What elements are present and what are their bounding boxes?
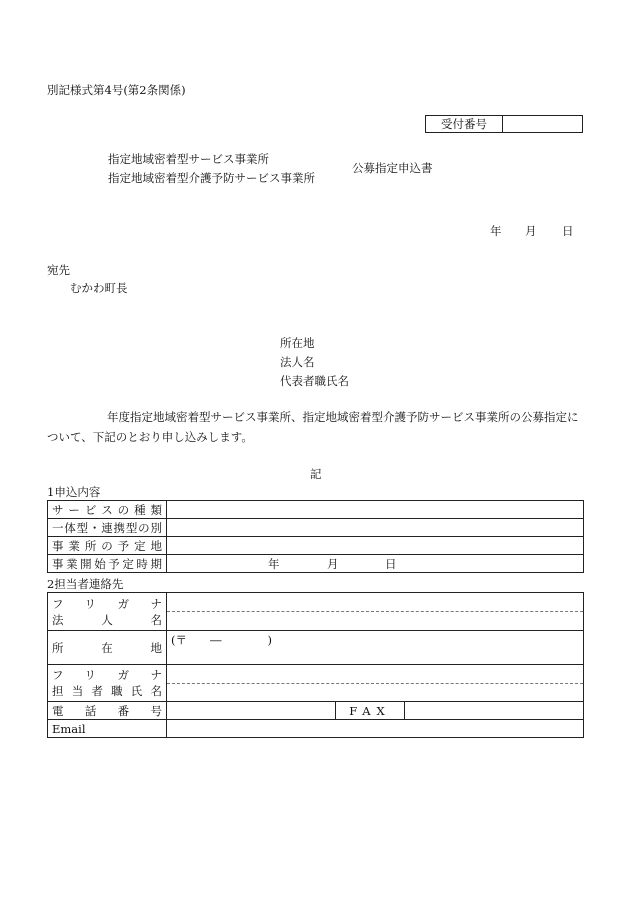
addressee-name: むかわ町長 <box>70 281 128 295</box>
integration-type-label: 一体型・連携型の別 <box>48 519 167 537</box>
phone-label: 電話番号 <box>52 703 162 718</box>
start-date-field[interactable] <box>167 555 584 573</box>
start-date-day: 日 <box>385 557 397 571</box>
table-row <box>48 501 584 519</box>
receipt-number-label: 受付番号 <box>426 116 503 133</box>
date-day: 日 <box>562 224 574 238</box>
address-field[interactable] <box>167 631 584 665</box>
applicant-representative-label: 代表者職氏名 <box>280 374 349 388</box>
contact-name-field[interactable] <box>167 665 584 702</box>
table-row <box>48 665 584 702</box>
date-year: 年 <box>490 224 502 238</box>
fax-label: FAX <box>349 703 391 718</box>
integration-type-field[interactable] <box>167 519 584 537</box>
table-row <box>48 631 584 665</box>
receipt-number-field[interactable] <box>503 116 583 133</box>
email-field[interactable] <box>167 720 584 738</box>
corp-name-label: 法人名 <box>52 612 162 627</box>
contact-name-label: 担当者職氏名 <box>52 684 162 698</box>
title-line-2: 指定地域密着型介護予防サービス事業所 <box>108 171 315 185</box>
corp-name-input[interactable] <box>167 611 583 630</box>
section1-heading: 1申込内容 <box>47 485 101 499</box>
email-label: Email <box>52 721 86 736</box>
addressee-label: 宛先 <box>47 263 70 277</box>
phone-field[interactable] <box>167 702 336 720</box>
table-row <box>48 519 584 537</box>
postal-code-placeholder: (〒 ― ) <box>171 633 272 647</box>
contact-furigana-label: フリガナ <box>52 668 162 682</box>
title-line-1: 指定地域密着型サービス事業所 <box>108 152 269 166</box>
planned-site-field[interactable] <box>167 537 584 555</box>
start-date-month: 月 <box>327 557 339 571</box>
table-row <box>48 720 584 738</box>
section2-heading: 2担当者連絡先 <box>47 577 124 591</box>
corp-furigana-input[interactable] <box>167 593 583 611</box>
application-details-table <box>47 500 584 573</box>
contact-name-input[interactable] <box>167 683 583 701</box>
form-number: 別記様式第4号(第2条関係) <box>47 83 186 97</box>
corp-furigana-label: フリガナ <box>52 596 162 611</box>
service-type-label: サービスの種類 <box>48 501 167 519</box>
table-row <box>48 555 584 573</box>
table-row <box>48 537 584 555</box>
planned-site-label: 事業所の予定地 <box>48 537 167 555</box>
title-suffix: 公募指定申込書 <box>352 161 433 175</box>
fax-field[interactable] <box>405 702 584 720</box>
contact-table <box>47 592 584 738</box>
start-date-year: 年 <box>268 557 280 571</box>
applicant-corp-name-label: 法人名 <box>280 355 315 369</box>
start-date-label: 事業開始予定時期 <box>48 555 167 573</box>
table-row <box>48 593 584 631</box>
contact-furigana-input[interactable] <box>167 665 583 683</box>
corp-name-field[interactable] <box>167 593 584 631</box>
applicant-address-label: 所在地 <box>280 336 315 350</box>
receipt-number-box <box>425 115 583 133</box>
body-text-line-1: 年度指定地域密着型サービス事業所、指定地域密着型介護予防サービス事業所の公募指定に <box>107 410 579 424</box>
address-label: 所在地 <box>52 640 162 655</box>
service-type-field[interactable] <box>167 501 584 519</box>
date-month: 月 <box>525 224 537 238</box>
ki-heading: 記 <box>310 467 322 481</box>
table-row <box>48 702 584 720</box>
body-text-line-2: ついて、下記のとおり申し込みします。 <box>47 430 253 444</box>
